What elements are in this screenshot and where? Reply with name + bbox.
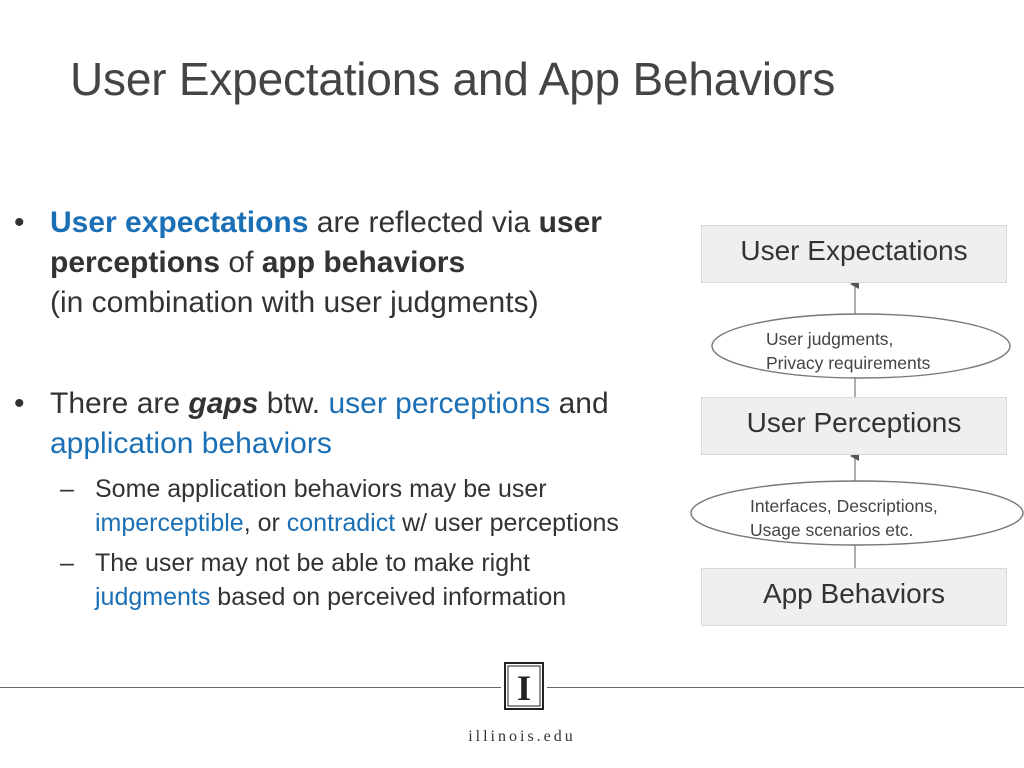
text-run: , or <box>243 509 287 537</box>
text-run: btw. <box>258 387 329 420</box>
footer-url: illinois.edu <box>468 728 576 745</box>
term-imperceptible: imperceptible <box>95 509 244 537</box>
ellipse-label-interfaces <box>750 494 938 542</box>
text-run: Some application behaviors may be user <box>95 475 547 503</box>
text-run: of <box>220 246 262 279</box>
ellipse-label-judgments <box>766 327 930 375</box>
bullet-1-note: (in combination with user judgments) <box>50 286 539 319</box>
term-user-perceptions: user perceptions <box>50 206 602 279</box>
university-logo <box>501 662 547 710</box>
term-gaps: gaps <box>188 387 259 420</box>
term-judgments: judgments <box>95 583 211 611</box>
box-user-perceptions: User Perceptions <box>701 397 1007 455</box>
term-application-behaviors: application behaviors <box>50 427 332 460</box>
text-run: and <box>550 387 609 420</box>
ellipse-line: Privacy requirements <box>766 353 931 373</box>
ellipse-line: Interfaces, Descriptions, <box>750 496 938 516</box>
text-run: There are <box>50 387 189 420</box>
box-app-behaviors: App Behaviors <box>701 568 1007 626</box>
term-contradict: contradict <box>286 509 396 537</box>
text-run: are reflected via <box>308 206 539 239</box>
logo-letter: I <box>516 668 532 708</box>
text-run: w/ user perceptions <box>395 509 619 537</box>
text-run: The user may not be able to make right <box>95 549 530 577</box>
ellipse-line: User judgments, <box>766 329 894 349</box>
text-run: based on perceived information <box>210 583 567 611</box>
term-user-expectations: User expectations <box>50 206 309 239</box>
slide-title: User Expectations and App Behaviors <box>70 53 836 105</box>
ellipse-line: Usage scenarios etc. <box>750 520 914 540</box>
term-app-behaviors: app behaviors <box>261 246 466 279</box>
box-user-expectations: User Expectations <box>701 225 1007 283</box>
term-user-perceptions-blue: user perceptions <box>328 387 551 420</box>
block-i-icon <box>504 662 544 710</box>
